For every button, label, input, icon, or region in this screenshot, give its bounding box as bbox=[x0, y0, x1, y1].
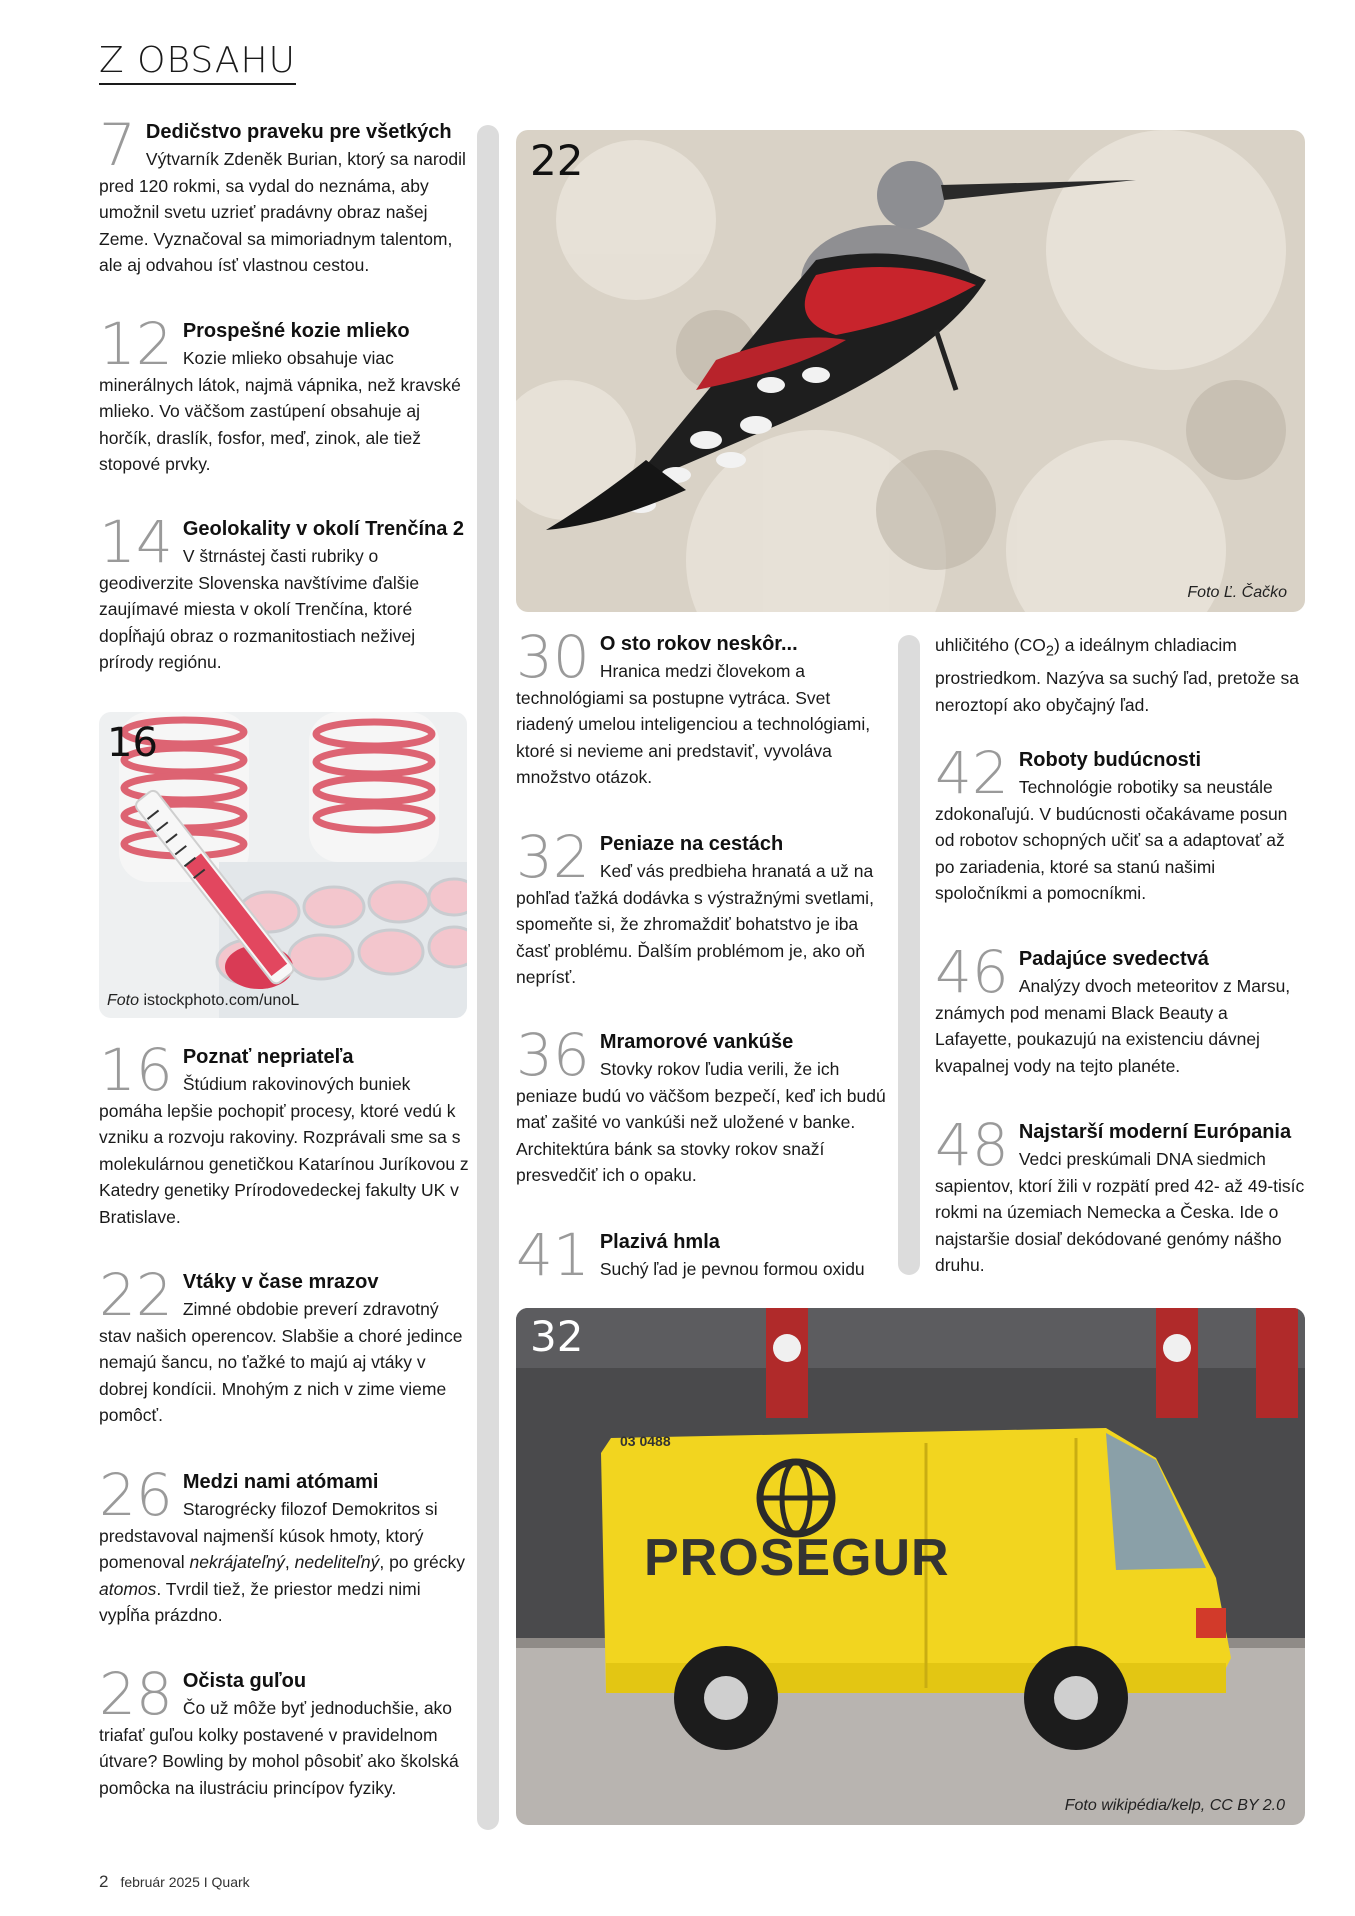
toc-summary: Analýzy dvoch meteoritov z Marsu, známych pod menami Black Beauty a Lafayette, poukazujú na existenciu dávnej kvapalnej vody na tejto planéte. bbox=[935, 976, 1291, 1076]
toc-page-number: 42 bbox=[935, 739, 1009, 807]
van-plate-text: 03 0488 bbox=[620, 1433, 671, 1449]
bird-illustration bbox=[516, 130, 1305, 612]
toc-page-number: 41 bbox=[516, 1221, 590, 1289]
toc-page-number: 28 bbox=[99, 1660, 173, 1728]
toc-summary: Hranica medzi človekom a technológiami sa postupne vytráca. Svet riadený umelou inteligenciou a technológiami, ktoré si nevieme ani predstaviť, vyvoláva množstvo otázok. bbox=[516, 661, 871, 787]
toc-summary: Suchý ľad je pevnou formou oxidu bbox=[599, 1259, 865, 1279]
toc-page-number: 12 bbox=[99, 310, 173, 378]
toc-heading: Očista guľou bbox=[182, 1670, 307, 1692]
toc-summary: Zimné obdobie preverí zdravotný stav našich operencov. Slabšie a choré jedince nemajú šancu, no ťažké to majú aj vtáky v dobrej kondícii. Mnohým z nich v zime vieme pomôcť. bbox=[99, 1299, 463, 1425]
toc-item-26[interactable] bbox=[99, 1461, 471, 1629]
toc-heading: Dedičstvo praveku pre všetkých bbox=[145, 121, 452, 143]
photo-lab-pipette bbox=[99, 712, 467, 1018]
toc-page-number: 46 bbox=[935, 938, 1009, 1006]
photo-credit: Foto istockphoto.com/unoL bbox=[107, 992, 300, 1009]
toc-heading: Medzi nami atómami bbox=[182, 1471, 379, 1493]
toc-item-28[interactable] bbox=[99, 1660, 471, 1801]
toc-item-12[interactable] bbox=[99, 310, 471, 478]
page-footer bbox=[99, 1872, 250, 1892]
toc-page-number: 16 bbox=[99, 1036, 173, 1104]
photo-page-number: 32 bbox=[530, 1312, 584, 1361]
column-divider-left bbox=[477, 125, 499, 1830]
toc-summary: Výtvarník Zdeněk Burian, ktorý sa narodil pred 120 rokmi, sa vydal do neznáma, aby umožnil svetu uzrieť pradávny obraz našej Zeme. Vyznačoval sa mimoriadnym talentom, ale aj odvahou ísť vlastnou cestou. bbox=[99, 149, 466, 275]
toc-heading: Peniaze na cestách bbox=[599, 833, 784, 855]
toc-page-number: 26 bbox=[99, 1461, 173, 1529]
toc-item-41-continued bbox=[935, 632, 1305, 718]
toc-item-7[interactable] bbox=[99, 111, 471, 279]
toc-item-16[interactable] bbox=[99, 1036, 471, 1230]
toc-heading: Roboty budúcnosti bbox=[1018, 749, 1202, 771]
toc-heading: Geolokality v okolí Trenčína 2 bbox=[182, 518, 465, 540]
toc-page-number: 14 bbox=[99, 508, 173, 576]
toc-heading: O sto rokov neskôr... bbox=[599, 633, 798, 655]
toc-heading: Padajúce svedectvá bbox=[1018, 948, 1209, 970]
toc-item-30[interactable] bbox=[516, 623, 890, 791]
toc-heading: Najstarší moderní Európania bbox=[1018, 1121, 1292, 1143]
photo-armored-van bbox=[516, 1308, 1305, 1825]
photo-page-number: 22 bbox=[530, 136, 584, 185]
toc-page-number: 32 bbox=[516, 823, 590, 891]
toc-summary: Technológie robotiky sa neustále zdokonaľujú. V budúcnosti očakávame posun od robotov schopných učiť sa a adaptovať až po zariadenia, ktoré sa stanú našimi spoločníkmi a pomocníkmi. bbox=[935, 777, 1288, 903]
page-title: Z OBSAHU bbox=[99, 40, 296, 85]
toc-summary: Čo už môže byť jednoduchšie, ako triafať guľou kolky postavené v pravidelnom útvare? Bowling by mohol pôsobiť ako školská pomôcka na ilustráciu princípov fyziky. bbox=[99, 1698, 459, 1798]
toc-item-32[interactable] bbox=[516, 823, 890, 991]
toc-summary: uhličitého $(CO_2)$ a ideálnym chladiacim prostriedkom. Nazýva sa suchý ľad, pretože sa neroztopí ako obyčajný ľad. bbox=[935, 635, 1300, 715]
photo-credit: Foto Ľ. Čačko bbox=[1187, 584, 1287, 601]
van-brand-text: PROSEGUR bbox=[644, 1529, 950, 1587]
toc-summary: Vedci preskúmali DNA siedmich sapientov, ktorí žili v rozpätí pred 42- až 49-tisíc rokmi na územiach Nemecka a Česka. Ide o najstaršie dosiaľ dekódované genómy nášho druhu. bbox=[935, 1149, 1305, 1275]
issue-label: február 2025 I Quark bbox=[120, 1874, 250, 1890]
toc-heading: Prospešné kozie mlieko bbox=[182, 320, 410, 342]
toc-item-14[interactable] bbox=[99, 508, 471, 676]
toc-heading: Vtáky v čase mrazov bbox=[182, 1271, 379, 1293]
column-divider-right bbox=[898, 635, 920, 1275]
toc-page-number: 22 bbox=[99, 1261, 173, 1329]
toc-summary: Keď vás predbieha hranatá a už na pohľad ťažká dodávka s výstražnými svetlami, spomeňte si, že zhromaždiť bohatstvo je iba časť problému. Ďalším problémom je, ako oň neprísť. bbox=[516, 861, 874, 987]
toc-summary: Starogrécky filozof Demokritos si predstavoval najmenší kúsok hmoty, ktorý pomenoval nekrájateľný, nedeliteľný, po grécky atomos. Tvrdil tiež, že priestor medzi nimi vypĺňa prázdno. bbox=[99, 1499, 465, 1625]
toc-summary: Kozie mlieko obsahuje viac minerálnych látok, najmä vápnika, než kravské mlieko. Vo väčšom zastúpení obsahuje aj horčík, draslík, fosfor, meď, zinok, ale tiež stopové prvky. bbox=[99, 348, 461, 474]
toc-page-number: 48 bbox=[935, 1111, 1009, 1179]
toc-page-number: 7 bbox=[99, 111, 136, 179]
toc-item-46[interactable] bbox=[935, 938, 1305, 1079]
toc-item-42[interactable] bbox=[935, 739, 1305, 907]
page-number: 2 bbox=[99, 1872, 109, 1891]
toc-item-22[interactable] bbox=[99, 1261, 471, 1429]
photo-credit: Foto wikipédia/kelp, CC BY 2.0 bbox=[1064, 1797, 1285, 1814]
toc-page-number: 36 bbox=[516, 1021, 590, 1089]
toc-item-48[interactable] bbox=[935, 1111, 1305, 1279]
toc-summary: V štrnástej časti rubriky o geodiverzite Slovenska navštívime ďalšie zaujímavé miesta v okolí Trenčína, ktoré dopĺňajú obraz o rozmanitostiach neživej prírody regiónu. bbox=[99, 546, 420, 672]
toc-item-41[interactable] bbox=[516, 1221, 890, 1289]
photo-page-number: 16 bbox=[107, 720, 158, 766]
photo-wallcreeper-bird bbox=[516, 130, 1305, 612]
toc-summary: Štúdium rakovinových buniek pomáha lepšie pochopiť procesy, ktoré vedú k vzniku a rozvoju rakoviny. Rozprávali sme sa s molekulárnou genetičkou Katarínou Juríkovou z Katedry genetiky Prírodovedeckej fakulty UK v Bratislave. bbox=[99, 1074, 469, 1227]
toc-heading: Mramorové vankúše bbox=[599, 1031, 794, 1053]
toc-page-number: 30 bbox=[516, 623, 590, 691]
toc-heading: Plazivá hmla bbox=[599, 1231, 720, 1253]
toc-summary: Stovky rokov ľudia verili, že ich peniaze budú vo väčšom bezpečí, keď ich budú mať zašité vo vankúši než uložené v banke. Architektúra bánk sa stovky rokov snaží presvedčiť ich o opaku. bbox=[516, 1059, 886, 1185]
toc-heading: Poznať nepriateľa bbox=[182, 1046, 354, 1068]
toc-item-36[interactable] bbox=[516, 1021, 890, 1189]
